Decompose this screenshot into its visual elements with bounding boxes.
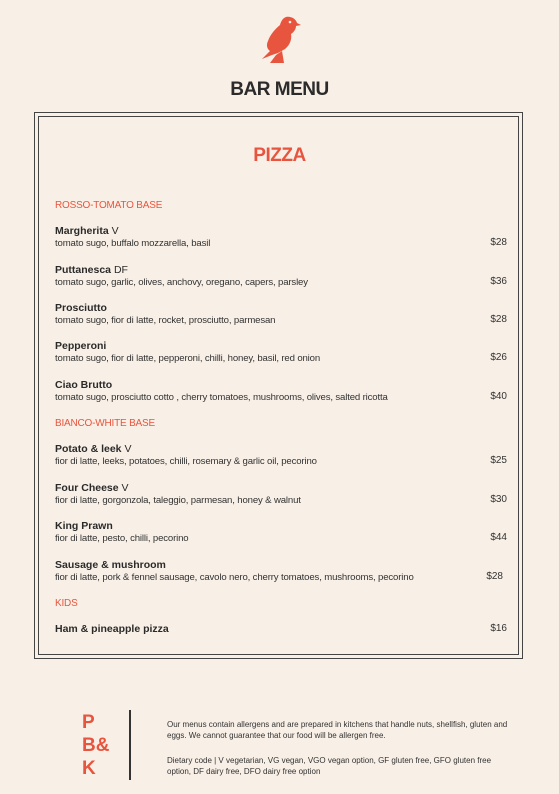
- item-price: $44: [490, 532, 507, 543]
- item-description: tomato sugo, fior di latte, rocket, prosciutto, parmesan: [55, 315, 276, 326]
- item-name: Prosciutto: [55, 302, 107, 314]
- item-name: Sausage & mushroom: [55, 559, 166, 571]
- footer-divider: [129, 710, 131, 780]
- dietary-code: V: [108, 225, 119, 237]
- item-name: Ham & pineapple pizza: [55, 623, 169, 635]
- menu-item: [55, 443, 507, 468]
- pbk-logo: [82, 711, 122, 780]
- dietary-code: V: [121, 443, 132, 455]
- section-title: PIZZA: [253, 145, 306, 166]
- category-bianco: BIANCO-WHITE BASE: [55, 418, 155, 429]
- item-description: tomato sugo, buffalo mozzarella, basil: [55, 238, 211, 249]
- menu-item: [55, 340, 507, 365]
- menu-item: [55, 623, 507, 636]
- item-price: $28: [486, 571, 503, 582]
- item-price: $16: [490, 623, 507, 634]
- item-price: $26: [490, 352, 507, 363]
- item-description: fior di latte, gorgonzola, taleggio, parmesan, honey & walnut: [55, 495, 301, 506]
- item-name: King Prawn: [55, 520, 113, 532]
- menu-item: [55, 264, 507, 289]
- menu-item: [55, 379, 507, 404]
- item-name: Puttanesca DF: [55, 264, 128, 276]
- logo-text: K: [82, 758, 96, 779]
- item-name: Four Cheese V: [55, 482, 129, 494]
- item-description: fior di latte, leeks, potatoes, chilli, rosemary & garlic oil, pecorino: [55, 456, 317, 467]
- item-description: fior di latte, pesto, chilli, pecorino: [55, 533, 189, 544]
- dietary-code: V: [118, 482, 129, 494]
- menu-item: [55, 559, 507, 584]
- item-description: tomato sugo, garlic, olives, anchovy, oregano, capers, parsley: [55, 277, 308, 288]
- menu-item: [55, 482, 507, 507]
- item-price: $40: [490, 391, 507, 402]
- item-name: Potato & leek V: [55, 443, 132, 455]
- menu-item: [55, 302, 507, 327]
- category-kids: KIDS: [55, 598, 78, 609]
- dietary-code-note: Dietary code | V vegetarian, VG vegan, VGO vegan option, GF gluten free, GFO gluten free option, DF dairy free, DFO dairy free option: [167, 756, 492, 776]
- item-price: $30: [490, 494, 507, 505]
- item-description: tomato sugo, fior di latte, pepperoni, chilli, honey, basil, red onion: [55, 353, 321, 364]
- allergen-note: Our menus contain allergens and are prepared in kitchens that handle nuts, shellfish, gluten and eggs. We cannot guarantee that our food will be allergen free.: [167, 720, 508, 740]
- item-name: Margherita V: [55, 225, 119, 237]
- item-price: $25: [490, 455, 507, 466]
- item-name: Ciao Brutto: [55, 379, 113, 391]
- menu-item: [55, 225, 507, 250]
- logo-text: B&: [82, 735, 110, 756]
- item-price: $36: [490, 276, 507, 287]
- item-price: $28: [490, 314, 507, 325]
- item-price: $28: [490, 237, 507, 248]
- dietary-code: DF: [111, 264, 128, 276]
- logo-text: P: [82, 712, 95, 733]
- item-description: tomato sugo, prosciutto cotto , cherry tomatoes, mushrooms, olives, salted ricotta: [55, 392, 388, 403]
- menu-item: [55, 520, 507, 545]
- category-rosso: ROSSO-TOMATO BASE: [55, 200, 163, 211]
- item-name: Pepperoni: [55, 340, 107, 352]
- menu-title: BAR MENU: [230, 79, 329, 100]
- item-description: fior di latte, pork & fennel sausage, cavolo nero, cherry tomatoes, mushrooms, pecorino: [55, 572, 414, 583]
- red-bird-icon: [258, 15, 302, 63]
